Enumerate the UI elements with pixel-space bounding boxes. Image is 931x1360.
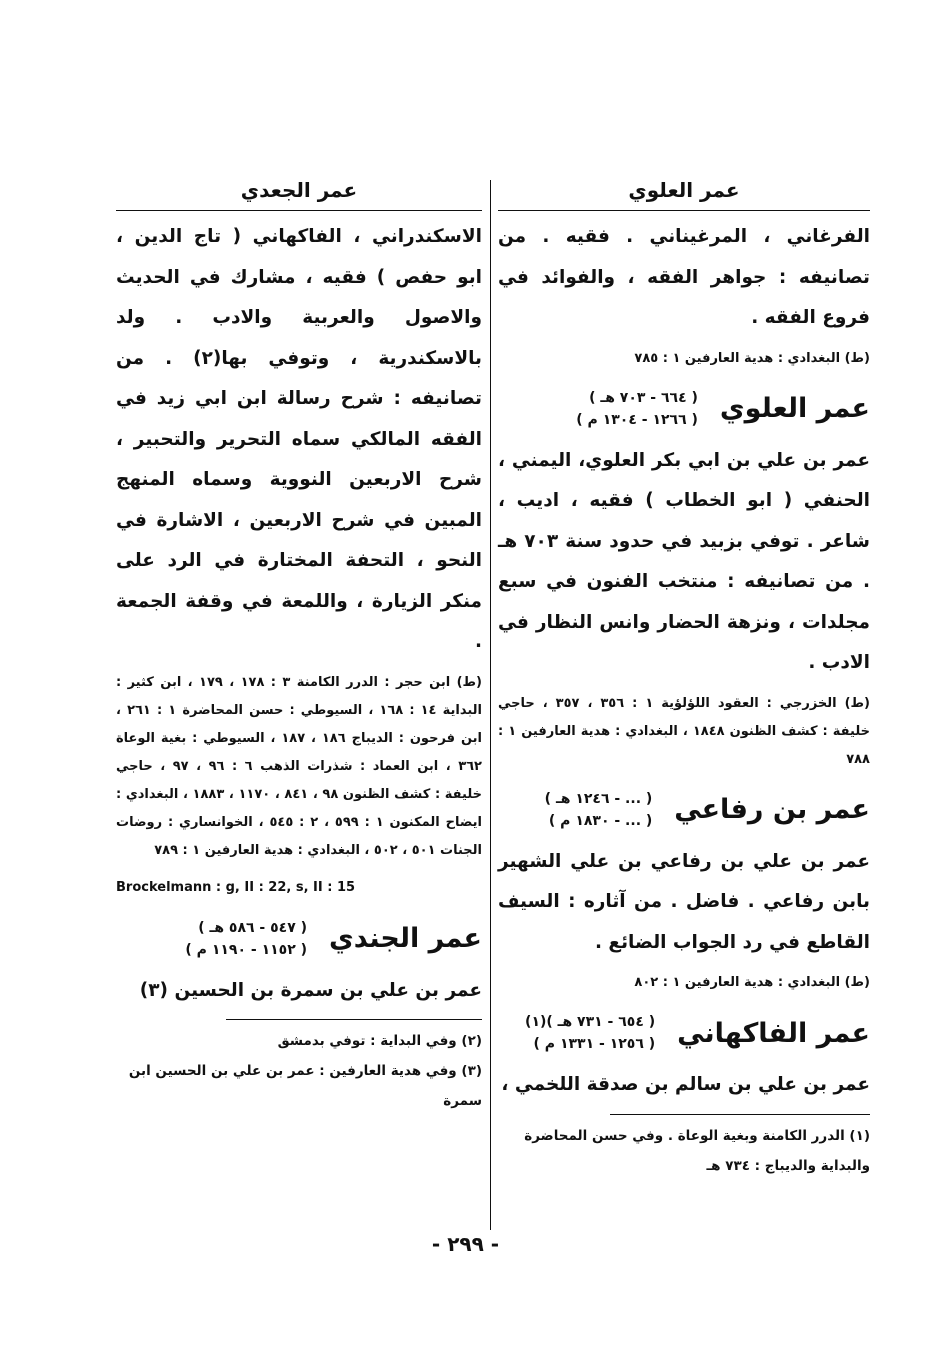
dates-hijri: ( ٦٥٤ - ٧٣١ هـ )(١) xyxy=(525,1014,656,1030)
entry-heading xyxy=(498,788,870,832)
dates-gregorian: ( ... - ١٨٣٠ م ) xyxy=(548,812,653,829)
entry-text: عمر بن علي بن سالم بن صدقة اللخمي ، xyxy=(501,1074,870,1095)
dates-hijri: ( ٥٤٧ - ٥٨٦ هـ ) xyxy=(198,919,308,936)
entry-heading xyxy=(498,387,870,431)
entry-sources: (ط) الخزرجي : العقود اللؤلؤية ١ : ٣٥٦ ، ٣٥٧ ، حاجي خليفة : كشف الظنون ١٨٤٨ ، البغدادي : هدية العارفين ١ : ٧٨٨ xyxy=(498,695,870,767)
running-header-right: عمر العلوي xyxy=(628,178,740,202)
entry-name: عمر الجندي xyxy=(329,923,482,954)
entry-continuation-text: الاسكندراني ، الفاكهاني ( تاج الدين ، ابو حفص ) فقيه ، مشارك في الحديث والاصول والعربية والادب . ولد بالاسكندرية ، وتوفي بها(٢) . من تصانيفه : شرح رسالة ابن ابي زيد في الفقه المالكي سماه التحرير والتحبير ، شرح الاربعين النووية وسماه المنهج المبين في شرح الاربعين ، الاشارة في النحو ، التحفة المختارة في الرد على منكر الزيارة ، واللمعة في وقفة الجمعة . xyxy=(116,226,482,652)
entry-sources: (ط) البغدادي : هدية العارفين ١ : ٨٠٢ xyxy=(634,975,870,990)
entry-text: عمر بن علي بن سمرة بن الحسين (٣) xyxy=(139,979,482,1001)
dates-gregorian: ( ١١٥٢ - ١١٩٠ م ) xyxy=(185,941,308,958)
entry-name: عمر بن رفاعي xyxy=(674,794,870,825)
entry-dates xyxy=(185,917,307,961)
entry-sources: (ط) ابن حجر : الدرر الكامنة ٣ : ١٧٨ ، ١٧٩ ، ابن كثير : البداية ١٤ : ١٦٨ ، السيوطي : حسن المحاضرة ١ : ٢٦١ ، ابن فرحون : الديباج ١٨٦ ، ١٨٧ ، السيوطي : بغية الوعاة ٣٦٢ ، ابن العماد : شذرات الذهب ٦ : ٩٦ ، ٩٧ ، حاجي خليفة : كشف الظنون ٩٨ ، ٨٤١ ، ١١٧٠ ، ١٨٨٣ ، البغدادي : ايضاح المكنون ١ : ٥٩٩ ، ٢ : ٥٤٥ ، الخوانساري : روضات الجنات ٥٠١ ، ٥٠٢ ، البغدادي : هدية العارفين ١ : ٧٨٩ xyxy=(116,674,483,858)
entry-dates xyxy=(576,387,698,431)
dates-gregorian: ( ١٢٦٦ - ١٣٠٤ م ) xyxy=(576,411,698,428)
entry-continuation-text: الفرغاني ، المرغيناني . فقيه . من تصانيفه : جواهر الفقه ، والفوائد في فروع الفقه . xyxy=(498,226,870,328)
right-column xyxy=(498,150,870,1181)
dates-hijri: ( ... - ١٢٤٦ هـ ) xyxy=(544,790,653,807)
entry-name: عمر الفاكهاني xyxy=(677,1017,870,1049)
brockelmann-reference: Brockelmann : g, II : 22, s, II : 15 xyxy=(116,879,356,895)
header-rule-left xyxy=(116,210,482,211)
running-header-left: عمر الجعدي xyxy=(240,178,358,202)
footnote-rule xyxy=(226,1019,482,1020)
footnote: (٣) وفي هدية العارفين : عمر بن علي بن الحسين ابن سمرة xyxy=(128,1063,482,1109)
dates-hijri: ( ٦٦٤ - ٧٠٣ هـ ) xyxy=(589,389,698,406)
footnote: (١) الدرر الكامنة وبغية الوعاة . وفي حسن المحاضرة والبداية والديباج : ٧٣٤ هـ xyxy=(524,1127,870,1174)
header-rule-right xyxy=(498,210,870,211)
page-number: - ٢٩٩ - xyxy=(431,1232,500,1256)
entry-text: عمر بن علي بن ابي بكر العلوي، اليمني ، الحنفي ( ابو الخطاب ) فقيه ، اديب ، شاعر . توفي بزبيد في حدود سنة ٧٠٣ هـ . من تصانيفه : منتخب الفنون في سبع مجلدات ، ونزهة الحضار وانس النظار في الادب . xyxy=(498,449,870,673)
entry-dates xyxy=(545,788,653,832)
entry-text: عمر بن علي بن رفاعي بن علي الشهير بابن رفاعي . فاضل . من آثاره : السيف القاطع في رد الجواب الضائع . xyxy=(498,850,870,953)
entry-dates xyxy=(525,1011,655,1055)
left-column xyxy=(116,150,482,1116)
entry-name: عمر العلوي xyxy=(719,393,870,424)
footnote-rule xyxy=(610,1114,870,1115)
entry-heading xyxy=(498,1011,870,1055)
entry-heading xyxy=(116,917,482,961)
entry-sources: (ط) البغدادي : هدية العارفين ١ : ٧٨٥ xyxy=(634,350,870,366)
dates-gregorian: ( ١٢٥٦ - ١٣٣١ م ) xyxy=(533,1036,656,1052)
column-divider xyxy=(490,180,491,1230)
footnote: (٢) وفي البداية : توفي بدمشق xyxy=(277,1033,482,1049)
